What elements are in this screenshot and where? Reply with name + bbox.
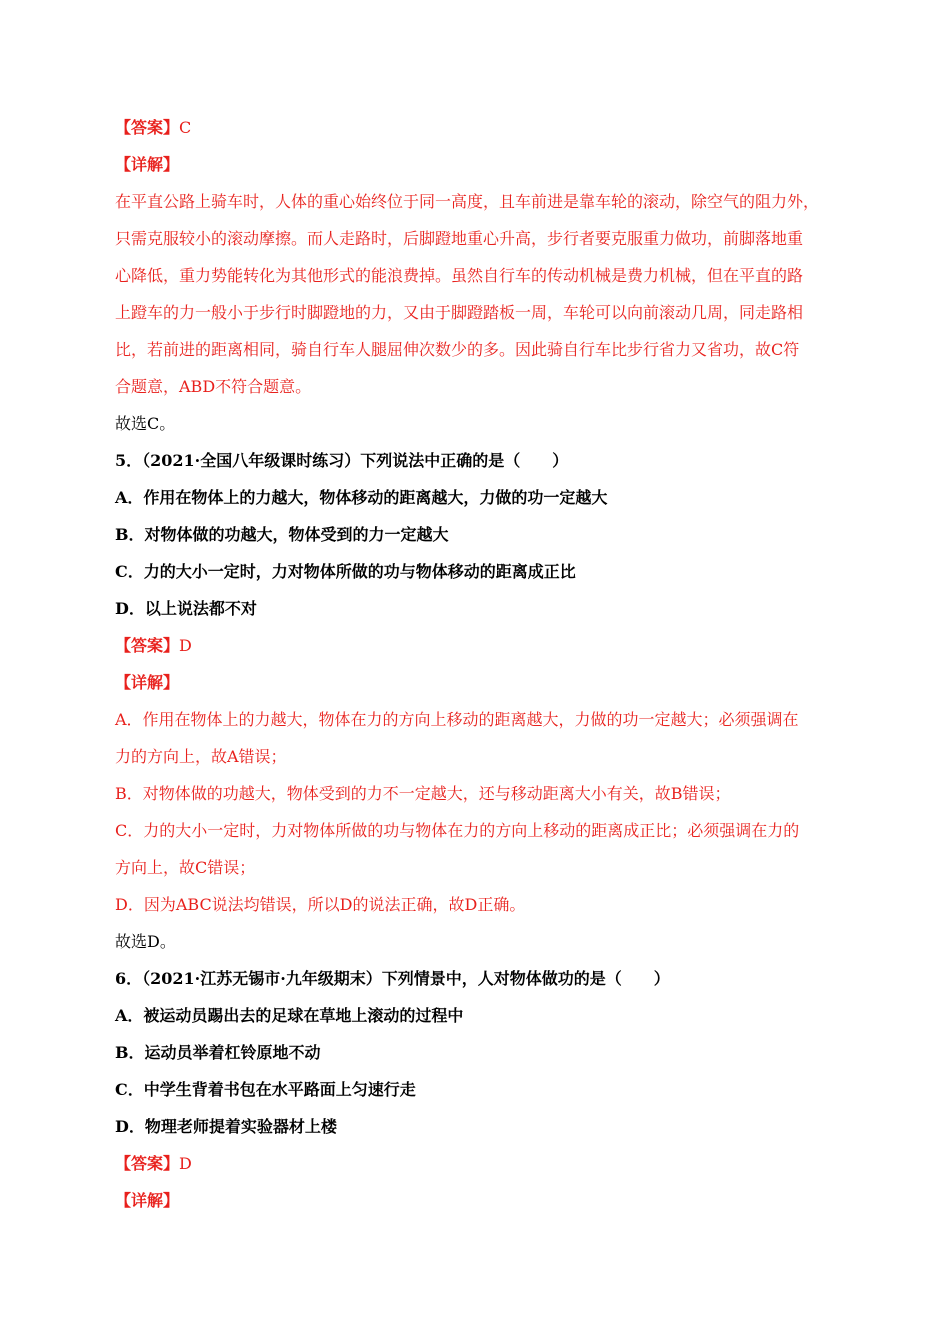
q6-explain-tag — [115, 1191, 845, 1211]
q5-explain-line: A．作用在物体上的力越大，物体在力的方向上移动的距离越大，力做的功一定越大；必须强调在 — [115, 710, 799, 729]
q5-explain-line: B．对物体做的功越大，物体受到的力不一定越大，还与移动距离大小有关，故B错误； — [115, 784, 731, 803]
explain-tag: 【详解】 — [115, 155, 180, 174]
answer-value: D — [179, 636, 192, 655]
q4-answer — [115, 118, 845, 138]
answer-tag: 【答案】 — [115, 1154, 180, 1173]
q5-option-a: A．作用在物体上的力越大，物体移动的距离越大，力做的功一定越大 — [115, 488, 608, 507]
q5-explain-line: C．力的大小一定时，力对物体所做的功与物体在力的方向上移动的距离成正比；必须强调在力的 — [115, 821, 800, 840]
q5-option-d: D．以上说法都不对 — [115, 599, 257, 618]
q4-explain-line: 只需克服较小的滚动摩擦。而人走路时，后脚蹬地重心升高，步行者要克服重力做功，前脚落地重 — [115, 229, 804, 248]
q5-explain-line: 力的方向上，故A错误； — [115, 747, 287, 766]
explain-tag: 【详解】 — [115, 673, 180, 692]
q5-option-b: B．对物体做的功越大，物体受到的力一定越大 — [115, 525, 449, 544]
answer-value: C — [179, 118, 192, 137]
answer-value: D — [179, 1154, 192, 1173]
q6-option-b: B．运动员举着杠铃原地不动 — [115, 1043, 321, 1062]
answer-tag: 【答案】 — [115, 118, 180, 137]
q6-option-d: D．物理老师提着实验器材上楼 — [115, 1117, 337, 1136]
q6-option-a: A．被运动员踢出去的足球在草地上滚动的过程中 — [115, 1006, 464, 1025]
q5-explain-line: D．因为ABC说法均错误，所以D的说法正确，故D正确。 — [115, 895, 526, 914]
q5-conclusion: 故选D。 — [115, 932, 176, 951]
q4-explain-line: 上蹬车的力一般小于步行时脚蹬地的力，又由于脚蹬踏板一周，车轮可以向前滚动几周，同走路相 — [115, 303, 804, 322]
q5-explain-tag — [115, 673, 845, 693]
q4-conclusion: 故选C。 — [115, 414, 176, 433]
q5-explain-line: 方向上，故C错误； — [115, 858, 256, 877]
q6-stem: 6．（2021·江苏无锡市·九年级期末）下列情景中，人对物体做功的是（ ） — [115, 969, 670, 988]
q4-explain-line: 合题意，ABD不符合题意。 — [115, 377, 312, 396]
q6-option-c: C．中学生背着书包在水平路面上匀速行走 — [115, 1080, 416, 1099]
q4-explain-line: 心降低，重力势能转化为其他形式的能浪费掉。虽然自行车的传动机械是费力机械，但在平直的路 — [115, 266, 804, 285]
q5-option-c: C．力的大小一定时，力对物体所做的功与物体移动的距离成正比 — [115, 562, 576, 581]
q5-stem: 5．（2021·全国八年级课时练习）下列说法中正确的是（ ） — [115, 451, 569, 470]
q4-explain-line: 比，若前进的距离相同，骑自行车人腿屈伸次数少的多。因此骑自行车比步行省力又省功，故C符 — [115, 340, 800, 359]
explain-tag: 【详解】 — [115, 1191, 180, 1210]
q4-explain-tag — [115, 155, 845, 175]
q5-answer — [115, 636, 845, 656]
answer-tag: 【答案】 — [115, 636, 180, 655]
q6-answer — [115, 1154, 845, 1174]
q4-explain-line: 在平直公路上骑车时，人体的重心始终位于同一高度，且车前进是靠车轮的滚动，除空气的阻力外， — [115, 192, 820, 211]
